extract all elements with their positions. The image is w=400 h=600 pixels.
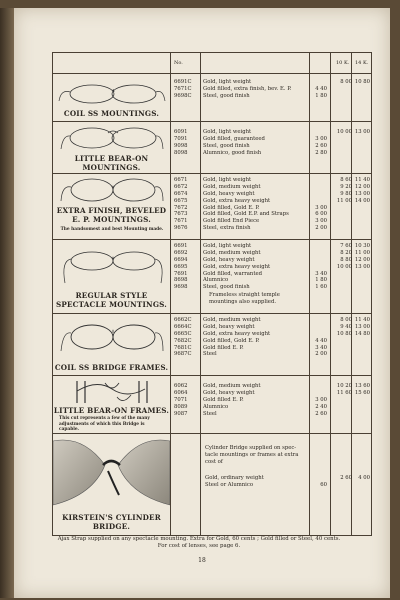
- item-number: 6695: [174, 263, 188, 270]
- price-cell: 4 40: [315, 85, 327, 92]
- price-cell: 9 20: [340, 183, 352, 190]
- price-cell: 14 00: [354, 197, 370, 204]
- price-cell: 3 00: [315, 204, 327, 211]
- book-binding: [0, 8, 14, 598]
- item-description: Gold filled, Gold E. P.: [203, 337, 260, 344]
- item-number: 7673: [174, 211, 188, 218]
- item-description: Gold filled E. P.: [203, 396, 244, 403]
- item-number: 6691: [174, 243, 188, 249]
- price-cell: 11 00: [336, 197, 352, 204]
- section-extra-finish-mountings: [53, 173, 371, 240]
- price-cell: [311, 264, 327, 271]
- item-number: 6062: [174, 383, 188, 389]
- price-cell: [311, 243, 327, 250]
- price-cell: 11 60: [336, 389, 352, 396]
- item-number: 7682C: [174, 337, 192, 344]
- price-cell: [311, 129, 327, 136]
- price-cell: 2 00: [315, 225, 327, 232]
- spectacles-illustration: [57, 175, 167, 205]
- price-cell: 2 60: [315, 410, 327, 417]
- footer-line-2: For cost of lenses, see page 6.: [157, 543, 241, 549]
- section-coil-ss-mountings: [53, 73, 371, 122]
- price-cell: 6 00: [315, 211, 327, 218]
- bridge-adjustments-illustration: [57, 377, 167, 407]
- frameless-note: Frameless straight temple mountings also supplied.: [209, 292, 280, 305]
- item-description: Gold, medium weight: [203, 249, 261, 256]
- item-number: 6675: [174, 197, 188, 204]
- footer-line-1: Ajax Strap supplied on any spectacle mounting. Extra for Gold, 60 cents ; Gold filled or Steel, 40 cents.: [57, 536, 341, 542]
- section-little-bear-on-mountings: [53, 121, 371, 174]
- item-description: Alumnico, good finish: [203, 149, 262, 156]
- item-description: Gold filled, guaranteed: [203, 135, 265, 142]
- section-little-bear-on-frames: [53, 375, 371, 434]
- price-cell: 4 40: [315, 337, 327, 344]
- item-description: Gold, extra heavy weight: [203, 330, 271, 337]
- price-cell: [311, 191, 327, 198]
- price-cell: 2 40: [315, 403, 327, 410]
- item-description: Gold, extra heavy weight: [203, 263, 271, 270]
- item-number: 6091: [174, 129, 188, 135]
- price-cell: 9 40: [340, 323, 352, 330]
- price-cell: 15 60: [354, 389, 370, 396]
- item-number: 6662C: [174, 317, 192, 323]
- item-number: 9698: [174, 284, 188, 291]
- item-description: Gold, light weight: [203, 79, 252, 85]
- price-cell: 11 40: [354, 317, 370, 323]
- intro-text: tacle mountings or frames at extra: [205, 451, 299, 458]
- item-number: 9698C: [174, 92, 192, 99]
- item-description: Gold, heavy weight: [203, 323, 255, 330]
- item-description: Steel, good finish: [203, 142, 250, 149]
- price-cell: 10 30: [354, 243, 370, 249]
- price-cell: 3 40: [315, 270, 327, 277]
- item-number: 6664C: [174, 323, 192, 330]
- price-cell: 8 60: [340, 177, 352, 183]
- price-cell: 4 00: [358, 475, 370, 481]
- item-description: Gold, light weight: [203, 243, 252, 249]
- item-number: 6064: [174, 389, 188, 396]
- item-description: Gold, heavy weight: [203, 256, 255, 263]
- item-description: Steel, extra finish: [203, 225, 251, 232]
- footer-note: [34, 536, 364, 550]
- item-number: 6694: [174, 256, 188, 263]
- cylinder-bridge-illustration: [53, 435, 170, 509]
- section-regular-style-mountings: [53, 239, 371, 314]
- item-number: 9687C: [174, 351, 192, 358]
- price-cell: [311, 177, 327, 184]
- price-cell: 8 20: [340, 249, 352, 256]
- price-cell: [311, 250, 327, 257]
- item-number: 6692: [174, 249, 188, 256]
- section-subtitle: This cut represents a few of the many adjustments of which this Bridge is capable.: [59, 416, 150, 432]
- item-description: Gold, light weight: [203, 177, 252, 183]
- price-cell: 3 00: [315, 135, 327, 142]
- page-number: 18: [198, 557, 206, 564]
- spectacles-illustration: [57, 123, 167, 153]
- price-cell: 13 00: [354, 263, 370, 270]
- item-number: 7671: [174, 218, 188, 225]
- price-cell: [311, 317, 327, 324]
- price-cell: 10 80: [336, 330, 352, 337]
- spectacles-illustration: [57, 317, 167, 357]
- price-cell: 8 00: [340, 79, 352, 85]
- price-cell: [311, 184, 327, 191]
- price-cell: [311, 79, 327, 86]
- item-description: Gold, medium weight: [203, 183, 261, 190]
- price-cell: 2 00: [315, 351, 327, 358]
- section-title: COIL SS MOUNTINGS.: [63, 109, 160, 118]
- item-number: 6674: [174, 190, 188, 197]
- catalog-page: [14, 8, 390, 598]
- header-no: No.: [174, 60, 183, 66]
- item-number: 9087: [174, 410, 188, 417]
- price-cell: [311, 324, 327, 331]
- item-description: Steel, good finish: [203, 284, 250, 291]
- item-number: 7681C: [174, 344, 192, 351]
- item-number: 7672: [174, 204, 188, 211]
- price-cell: 9 80: [340, 190, 352, 197]
- price-cell: 7 60: [340, 243, 352, 249]
- section-title: KIRSTEIN'S CYLINDER BRIDGE.: [62, 513, 161, 531]
- item-description: Gold filled, Gold E. P.: [203, 204, 260, 211]
- item-number: 8089: [174, 403, 188, 410]
- header-14k: 14 K.: [355, 60, 369, 66]
- price-cell: [311, 475, 327, 482]
- section-title: LITTLE BEAR-ON MOUNTINGS.: [74, 154, 149, 172]
- price-cell: 14 80: [354, 330, 370, 337]
- item-description: Gold, heavy weight: [203, 190, 255, 197]
- item-description: Gold, medium weight: [203, 317, 261, 323]
- price-cell: 8 80: [340, 256, 352, 263]
- price-cell: 3 00: [315, 396, 327, 403]
- section-subtitle: The handsomest and best Mounting made.: [60, 227, 164, 232]
- price-cell: [311, 198, 327, 205]
- item-description: Gold, medium weight: [203, 383, 261, 389]
- price-cell: 12 00: [354, 256, 370, 263]
- price-cell: 10 00: [336, 129, 352, 135]
- price-cell: 10 00: [336, 263, 352, 270]
- item-description: Gold, heavy weight: [203, 389, 255, 396]
- header-10k: 10 K.: [336, 60, 350, 66]
- section-title: LITTLE BEAR-ON FRAMES.: [53, 406, 170, 415]
- item-number: 6691C: [174, 79, 192, 85]
- price-cell: 3 00: [315, 218, 327, 225]
- item-description: Gold filled, extra finish, bev. E. P.: [203, 85, 292, 92]
- item-description: Gold filled, Gold E.P. and Straps: [203, 211, 289, 218]
- price-cell: 13 00: [354, 129, 370, 135]
- price-cell: 12 00: [354, 183, 370, 190]
- item-description: Gold filled E. P.: [203, 344, 244, 351]
- item-description: Steel or Alumnico: [205, 481, 254, 488]
- item-description: Alumnico: [203, 403, 229, 410]
- item-description: Steel, good finish: [203, 92, 250, 99]
- item-number: 7671C: [174, 85, 192, 92]
- item-number: 9098: [174, 142, 188, 149]
- item-description: Alumnico: [203, 277, 229, 284]
- price-cell: 1 80: [315, 277, 327, 284]
- price-cell: 13 00: [354, 190, 370, 197]
- price-cell: 8 00: [340, 317, 352, 323]
- item-description: Gold, light weight: [203, 129, 252, 135]
- price-cell: [311, 331, 327, 338]
- item-number: 7091: [174, 135, 188, 142]
- item-description: Gold, extra heavy weight: [203, 197, 271, 204]
- price-cell: [311, 257, 327, 264]
- item-description: Steel: [203, 351, 217, 358]
- section-title: COIL SS BRIDGE FRAMES.: [54, 363, 169, 372]
- item-description: Gold, ordinary weight: [205, 475, 264, 481]
- item-description: Steel: [203, 410, 217, 417]
- item-number: 6671: [174, 177, 188, 183]
- price-table: [52, 52, 372, 536]
- spectacles-illustration: [57, 247, 167, 287]
- price-cell: 2 60: [315, 142, 327, 149]
- section-title: EXTRA FINISH, BEVELED E. P. MOUNTINGS.: [56, 206, 167, 224]
- item-number: 6665C: [174, 330, 192, 337]
- section-kirsteins-cylinder-bridge: [53, 433, 371, 535]
- price-cell: [311, 390, 327, 397]
- spectacles-illustration: [57, 77, 167, 107]
- item-number: 8098: [174, 149, 188, 156]
- item-number: 7071: [174, 396, 188, 403]
- section-coil-ss-bridge-frames: [53, 313, 371, 376]
- intro-text: cost of: [205, 458, 223, 465]
- price-cell: 13 00: [354, 323, 370, 330]
- price-cell: 2 60: [340, 475, 352, 481]
- price-cell: 60: [320, 481, 327, 488]
- section-title: REGULAR STYLE SPECTACLE MOUNTINGS.: [56, 291, 167, 309]
- item-number: 6672: [174, 183, 188, 190]
- price-cell: 1 60: [315, 284, 327, 291]
- price-cell: 3 40: [315, 344, 327, 351]
- price-cell: [311, 383, 327, 390]
- price-cell: 13 60: [354, 383, 370, 389]
- price-cell: 10 20: [336, 383, 352, 389]
- price-cell: 11 40: [354, 177, 370, 183]
- table-header: [53, 53, 371, 74]
- price-cell: 2 80: [315, 149, 327, 156]
- item-description: Gold filled, warranted: [203, 270, 262, 277]
- item-number: 7691: [174, 270, 188, 277]
- item-number: 8698: [174, 277, 188, 284]
- price-cell: 10 80: [354, 79, 370, 85]
- item-number: 9676: [174, 225, 188, 232]
- item-description: Gold filled End Piece: [203, 218, 260, 225]
- price-cell: 1 80: [315, 92, 327, 99]
- price-cell: 11 00: [354, 249, 370, 256]
- intro-text: Cylinder Bridge supplied on spec-: [205, 445, 297, 451]
